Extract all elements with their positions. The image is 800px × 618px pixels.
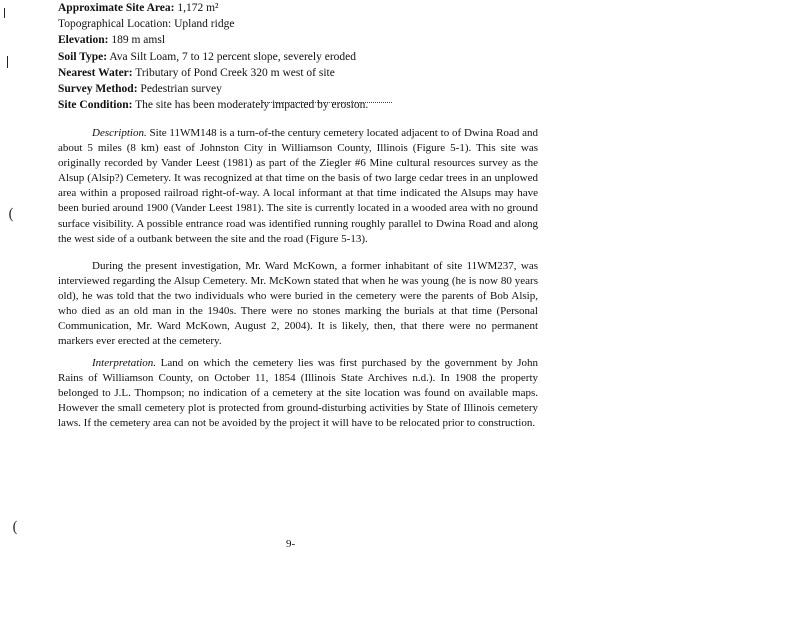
margin-tick-mark xyxy=(7,56,8,68)
page-number: 9- xyxy=(286,538,296,550)
margin-tick-mark xyxy=(4,8,5,18)
field-soil-type: Soil Type: Ava Silt Loam, 7 to 12 percent slope, severely eroded xyxy=(58,50,357,63)
paragraph-text: During the present investigation, Mr. Ward McKown, a former inhabitant of site 11WM237, was interviewed regarding the Alsup Cemetery. Mr. McKown stated that when he was young (he is now 80 years old), he was told that the two individuals who were buried in the cemetery were the parents of Bob Alsip, who died as an old man in the 1940s. There were no stones marking the burials at that time (Personal Communication, Mr. Ward McKown, August 2, 2004). It is likely, then, that there were no permanent markers ever erected at the cemetery. xyxy=(58,260,538,348)
margin-paren-mark: ( xyxy=(8,205,14,223)
margin-paren-mark: ( xyxy=(12,518,18,536)
paragraph-investigation xyxy=(58,259,538,350)
divider-rule xyxy=(262,102,392,103)
paragraph-lead: Interpretation. xyxy=(92,357,157,369)
field-elevation: Elevation: 189 m amsl xyxy=(58,34,166,47)
field-nearest-water: Nearest Water: Tributary of Pond Creek 320 m west of site xyxy=(58,66,335,79)
field-site-area: Approximate Site Area: 1,172 m² xyxy=(58,2,219,14)
site-fields xyxy=(58,0,578,113)
paragraph-lead: Description. xyxy=(92,127,147,139)
paragraph-text: Land on which the cemetery lies was first purchased by the government by John Rains of Williamson County, on October 11, 1854 (Illinois State Archives n.d.). In 1908 the property belonged to J.L. Thompson; no indication of a cemetery at the site location was found on available maps. However the small cemetery plot is protected from ground-disturbing activities by State of Illinois cemetery laws. If the cemetery area can not be avoided by the project it will have to be relocated prior to construction. xyxy=(58,357,538,430)
paragraph-text: Site 11WM148 is a turn-of-the century cemetery located adjacent to of Dwina Road and about 5 miles (8 km) east of Johnston City in Williamson County, Illinois (Figure 5-1). This site was originally recorded by Vander Leest (1981) as part of the Ziegler #6 Mine cultural resources survey as the Alsup (Alsip?) Cemetery. It was recognized at that time on the basis of two large cedar trees in an unplowed area within a proposed railroad right-of-way. A local informant at that time indicated the Alsups may have been buried around 1900 (Vander Leest 1981). The site is currently located in a wooded area with no ground surface visibility. A possible entrance road was identified running roughly parallel to Dwina Road and along the west side of a outbank between the site and the road (Figure 5-13). xyxy=(58,127,539,245)
field-survey-method: Survey Method: Pedestrian survey xyxy=(58,83,222,96)
field-site-condition: Site Condition: The site has been moderately impacted by erosion. xyxy=(58,99,369,112)
paragraph-interpretation xyxy=(58,356,538,431)
field-topographical-location: Topographical Location: Upland ridge xyxy=(58,18,235,31)
paragraph-description xyxy=(58,126,538,247)
